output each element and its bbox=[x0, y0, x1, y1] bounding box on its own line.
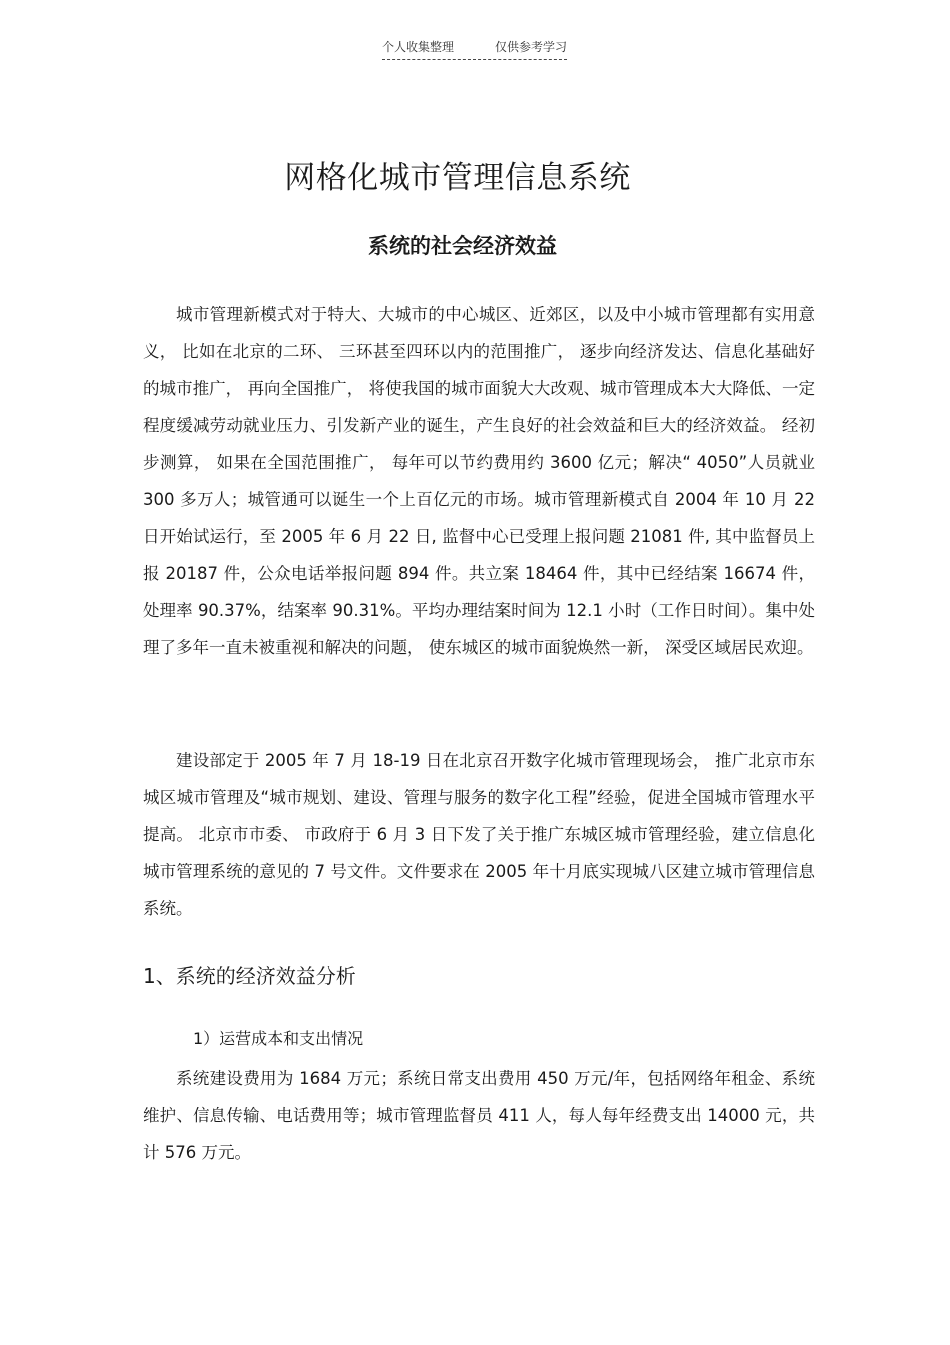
paragraph-cost-details: 系统建设费用为 1684 万元；系统日常支出费用 450 万元/年，包括网络年租金、系统维护、信息传输、电话费用等；城市管理监督员 411 人，每人每年经费支出 14000 元，共计 576 万元。 bbox=[143, 1069, 815, 1162]
header-note-left: 个人收集整理 bbox=[382, 40, 455, 54]
subheading-operating-costs: 1）运营成本和支出情况 bbox=[193, 1029, 364, 1048]
paragraph-social-economic-benefit: 城市管理新模式对于特大、大城市的中心城区、近郊区，以及中小城市管理都有实用意义， 比如在北京的二环、 三环甚至四环以内的范围推广， 逐步向经济发达、信息化基础好的城市推广， 再向全国推广， 将使我国的城市面貌大大改观、城市管理成本大大降低、一定程度缓减劳动就业压力、引发新产业的诞生，产生良好的社会效益和巨大的经济效益。 经初步测算， 如果在全国范围推广， 每年可以节约费用约 3600 亿元；解决“ 4050”人员就业 300 多万人；城管通可以诞生一个上百亿元的市场。城市管理新模式自 2004 年 10 月 22 日开始试运行，至 2005 年 6 月 22 日, 监督中心已受理上报问题 21081 件, 其中监督员上报 20187 件，公众电话举报问题 894 件。共立案 18464 件，其中已经结案 16674 件，处理率 90.37%，结案率 90.31%。平均办理结案时间为 12.1 小时（工作日时间）。集中处理了多年一直未被重视和解决的问题， 使东城区的城市面貌焕然一新， 深受区域居民欢迎。 bbox=[143, 305, 815, 657]
section-heading-economic-analysis: 1、系统的经济效益分析 bbox=[143, 964, 356, 988]
body-block-intro bbox=[143, 296, 815, 666]
document-title: 网格化城市管理信息系统 bbox=[284, 160, 631, 196]
page-header-note bbox=[382, 38, 567, 60]
body-block-costs bbox=[143, 1060, 815, 1171]
document-subtitle: 系统的社会经济效益 bbox=[368, 234, 557, 258]
body-block-promotion bbox=[143, 742, 815, 927]
paragraph-promotion-plan: 建设部定于 2005 年 7 月 18-19 日在北京召开数字化城市管理现场会， 推广北京市东城区城市管理及“城市规划、建设、管理与服务的数字化工程”经验，促进全国城市管理水平提高。 北京市市委、 市政府于 6 月 3 日下发了关于推广东城区城市管理经验，建立信息化城市管理系统的意见的 7 号文件。文件要求在 2005 年十月底实现城八区建立城市管理信息系统。 bbox=[143, 751, 815, 918]
header-note-right: 仅供参考学习 bbox=[494, 40, 567, 54]
